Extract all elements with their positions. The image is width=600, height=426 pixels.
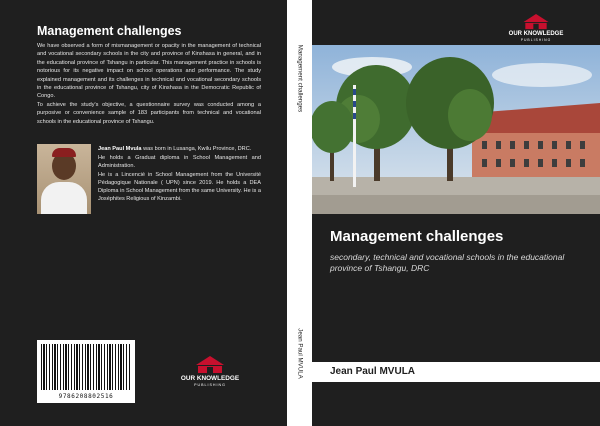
description-paragraph: To achieve the study's objective, a questionnaire survey was conducted among a purposive or convenience sample of 183 participants from technical and vocational schools in the educational province of Tshangu. — [37, 101, 261, 125]
publisher-logo-back — [170, 356, 250, 387]
publisher-logo-front — [499, 14, 573, 42]
bio-paragraph: He is a Lincencié in School Management from the Université Pédagogique Nationale ( UPN) since 2019. He holds a DEA Diploma in School Management from the same University. He is a Joséphites Religious of Kinzambi. — [98, 171, 261, 203]
author-photo-cap — [52, 148, 76, 157]
publisher-mark-icon — [195, 356, 225, 374]
cover-photo-illustration — [312, 45, 600, 214]
publisher-name: OUR KNOWLEDGE — [180, 375, 240, 382]
barcode-bars — [41, 344, 131, 390]
front-author-bar — [312, 362, 600, 382]
spine-author: Jean Paul MVULA — [296, 328, 304, 379]
back-cover-description — [37, 42, 261, 126]
bio-first-line: was born in Lusanga, Kwilu Province, DRC. — [141, 146, 252, 152]
bio-author-name: Jean Paul Mvula — [98, 146, 142, 152]
bio-first-paragraph — [98, 145, 261, 153]
front-cover-author: Jean Paul MVULA — [330, 366, 416, 377]
back-cover-title: Management challenges — [37, 24, 182, 38]
publisher-sub: PUBLISHING — [194, 383, 226, 387]
publisher-sub: PUBLISHING — [520, 38, 552, 42]
front-cover-title: Management challenges — [330, 228, 504, 245]
cover-photo — [312, 45, 600, 214]
author-photo — [37, 144, 91, 214]
description-paragraph: We have observed a form of mismanagement or opacity in the management of technical and vocational secondary schools in the city and province of Kinshasa in general, and in the educational province of Tshangu in particular. This management practice in schools is notorious for its negative impact on school operations and performance. The study explained management and its challenges in technical and vocational secondary schools in the educational province of Tshangu, city of Kinshasa in the Democratic Republic of Congo. — [37, 43, 261, 100]
isbn-barcode — [37, 340, 135, 403]
author-bio — [98, 145, 261, 204]
publisher-mark-icon — [522, 14, 550, 30]
bio-paragraph: He holds a Graduat diploma in School Management and Administration. — [98, 154, 261, 169]
publisher-name: OUR KNOWLEDGE — [508, 31, 564, 37]
barcode-number: 9786208802516 — [58, 393, 114, 400]
author-photo-body — [41, 182, 87, 214]
spine-title: Management challenges — [296, 44, 304, 113]
front-cover-subtitle: secondary, technical and vocational schools in the educational province of Tshangu, DRC — [330, 252, 565, 273]
